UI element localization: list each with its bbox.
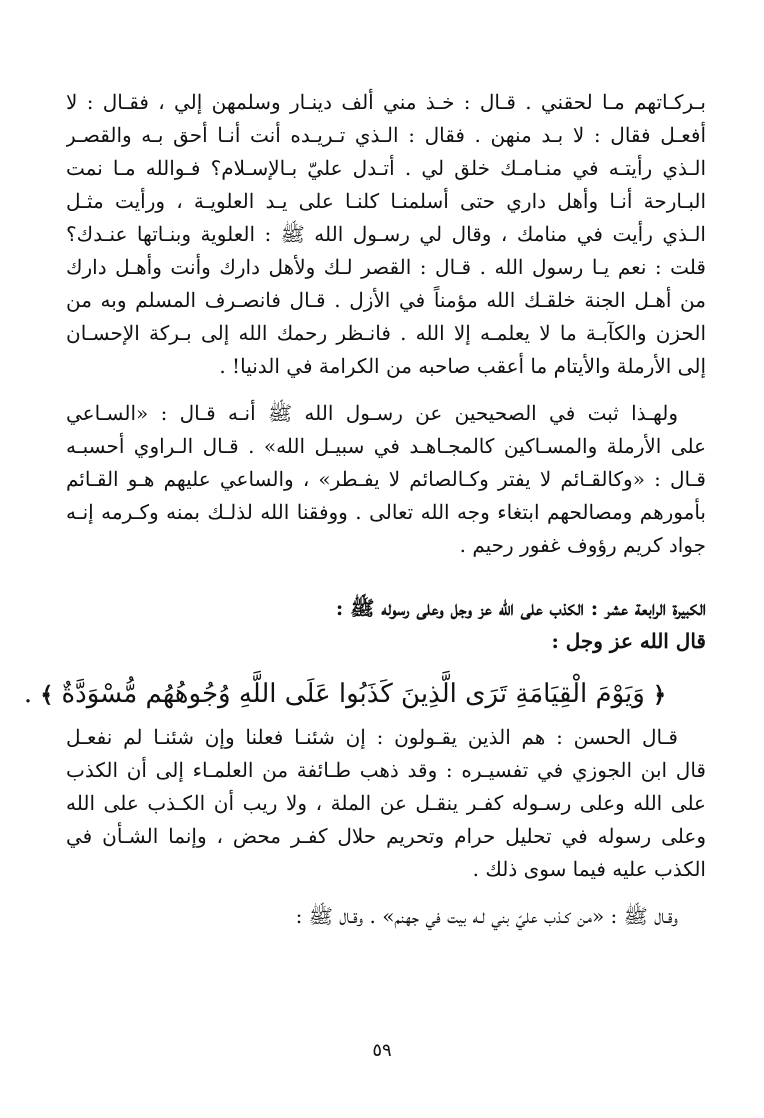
text-line: بأمورهم ومصالحهم ابتغاء وجه الله تعالى . ووفقنا الله لذلـك بمنه وكـرمه إنـه bbox=[66, 500, 706, 524]
text-line: بـركـاتهم مـا لحقني . قـال : خـذ مني ألف دينـار وسلمهن إلي ، فقـال : لا bbox=[66, 90, 706, 114]
text-line: وعلى رسوله في تحليل حرام وتحريم حلال كفـر محض ، وإنما الشـأن في bbox=[66, 824, 706, 848]
text-line: البـارحة أنـا وأهل داري حتى أسلمنـا كلنـا على يـد العلويـة ، ورأيت مثـل bbox=[66, 189, 706, 213]
paragraph-4 bbox=[66, 900, 706, 933]
verse-close-bracket: ﴾ bbox=[40, 682, 54, 708]
section-heading: الكبيرة الرابعة عشر : الكذب على الله عز وجل وعلى رسوله ﷺ : bbox=[335, 596, 706, 620]
text-line: الحزن والكآبـة ما لا يعلمـه إلا الله . فانـظر رحمك الله إلى بـركة الإحسـان bbox=[66, 321, 706, 345]
text-line: أفعـل فقال : لا بـد منهن . فقال : الـذي تـريـده أنت أنـا أحق بـه والقصـر bbox=[66, 123, 706, 147]
paragraph-2 bbox=[66, 397, 706, 562]
text-line: ولهـذا ثبت في الصحيحين عن رسـول الله ﷺ أنـه قـال : «السـاعي bbox=[66, 401, 678, 425]
text-line: جواد كريم رؤوف غفور رحيم . bbox=[459, 533, 706, 557]
text-line: قـال الحسن : هم الذين يقـولون : إن شئنـا فعلنا وإن شئنـا لم نفعـل bbox=[66, 725, 678, 749]
text-line: وقـال ﷺ : «من كـذب عليّ بني لـه بيت في جهنم» . وقـال ﷺ : bbox=[295, 904, 678, 928]
verse-text: وَيَوْمَ الْقِيَامَةِ تَرَى الَّذِينَ كَذَبُوا عَلَى اللَّهِ وُجُوهُهُم مُّسْوَدَّةٌ bbox=[61, 679, 645, 709]
text-line: الكذب عليه فيما سوى ذلك . bbox=[472, 857, 706, 881]
page-number: ٥٩ bbox=[372, 1040, 392, 1061]
verse-end-mark: . bbox=[23, 679, 33, 709]
paragraph-3 bbox=[66, 721, 706, 886]
text-line: قـال : «وكالقـائم لا يفتر وكـالصائم لا يفـطر» ، والساعي عليهم هـو القـائم bbox=[66, 467, 706, 491]
page-body bbox=[23, 86, 706, 933]
quran-verse bbox=[23, 672, 706, 717]
paragraph-1 bbox=[66, 86, 706, 383]
text-line: من أهـل الجنة خلقـك الله مؤمناً في الأزل . قـال فانصـرف المسلم وبه من bbox=[66, 288, 706, 312]
text-line: على الأرملة والمسـاكين كالمجـاهـد في سبيـل الله» . قـال الـراوي أحسبـه bbox=[66, 434, 706, 458]
text-line: الـذي رأيتـه في منـامـك خلق لي . أتـدل عليّ بـالإسـلام؟ فـوالله مـا نمت bbox=[66, 156, 706, 180]
text-line: قال ابن الجوزي في تفسيـره : وقد ذهب طـائفة من العلمـاء إلى أن الكذب bbox=[66, 758, 706, 782]
text-line: إلى الأرملة والأيتام ما أعقب صاحبه من الكرامة في الدنيا! . bbox=[219, 354, 706, 378]
text-line: الـذي رأيت في منامك ، وقال لي رسـول الله ﷺ : العلوية وبنـاتها عنـدك؟ bbox=[66, 222, 706, 246]
text-line: على الله وعلى رسـوله كفـر ينقـل عن الملة ، ولا ريب أن الكـذب على الله bbox=[66, 791, 706, 815]
section-subheading: قال الله عز وجل : bbox=[551, 629, 706, 653]
text-line: قلت : نعم يـا رسول الله . قـال : القصر لـك ولأهل دارك وأنت وأهـل دارك bbox=[66, 255, 706, 279]
verse-open-bracket: ﴿ bbox=[653, 682, 666, 708]
